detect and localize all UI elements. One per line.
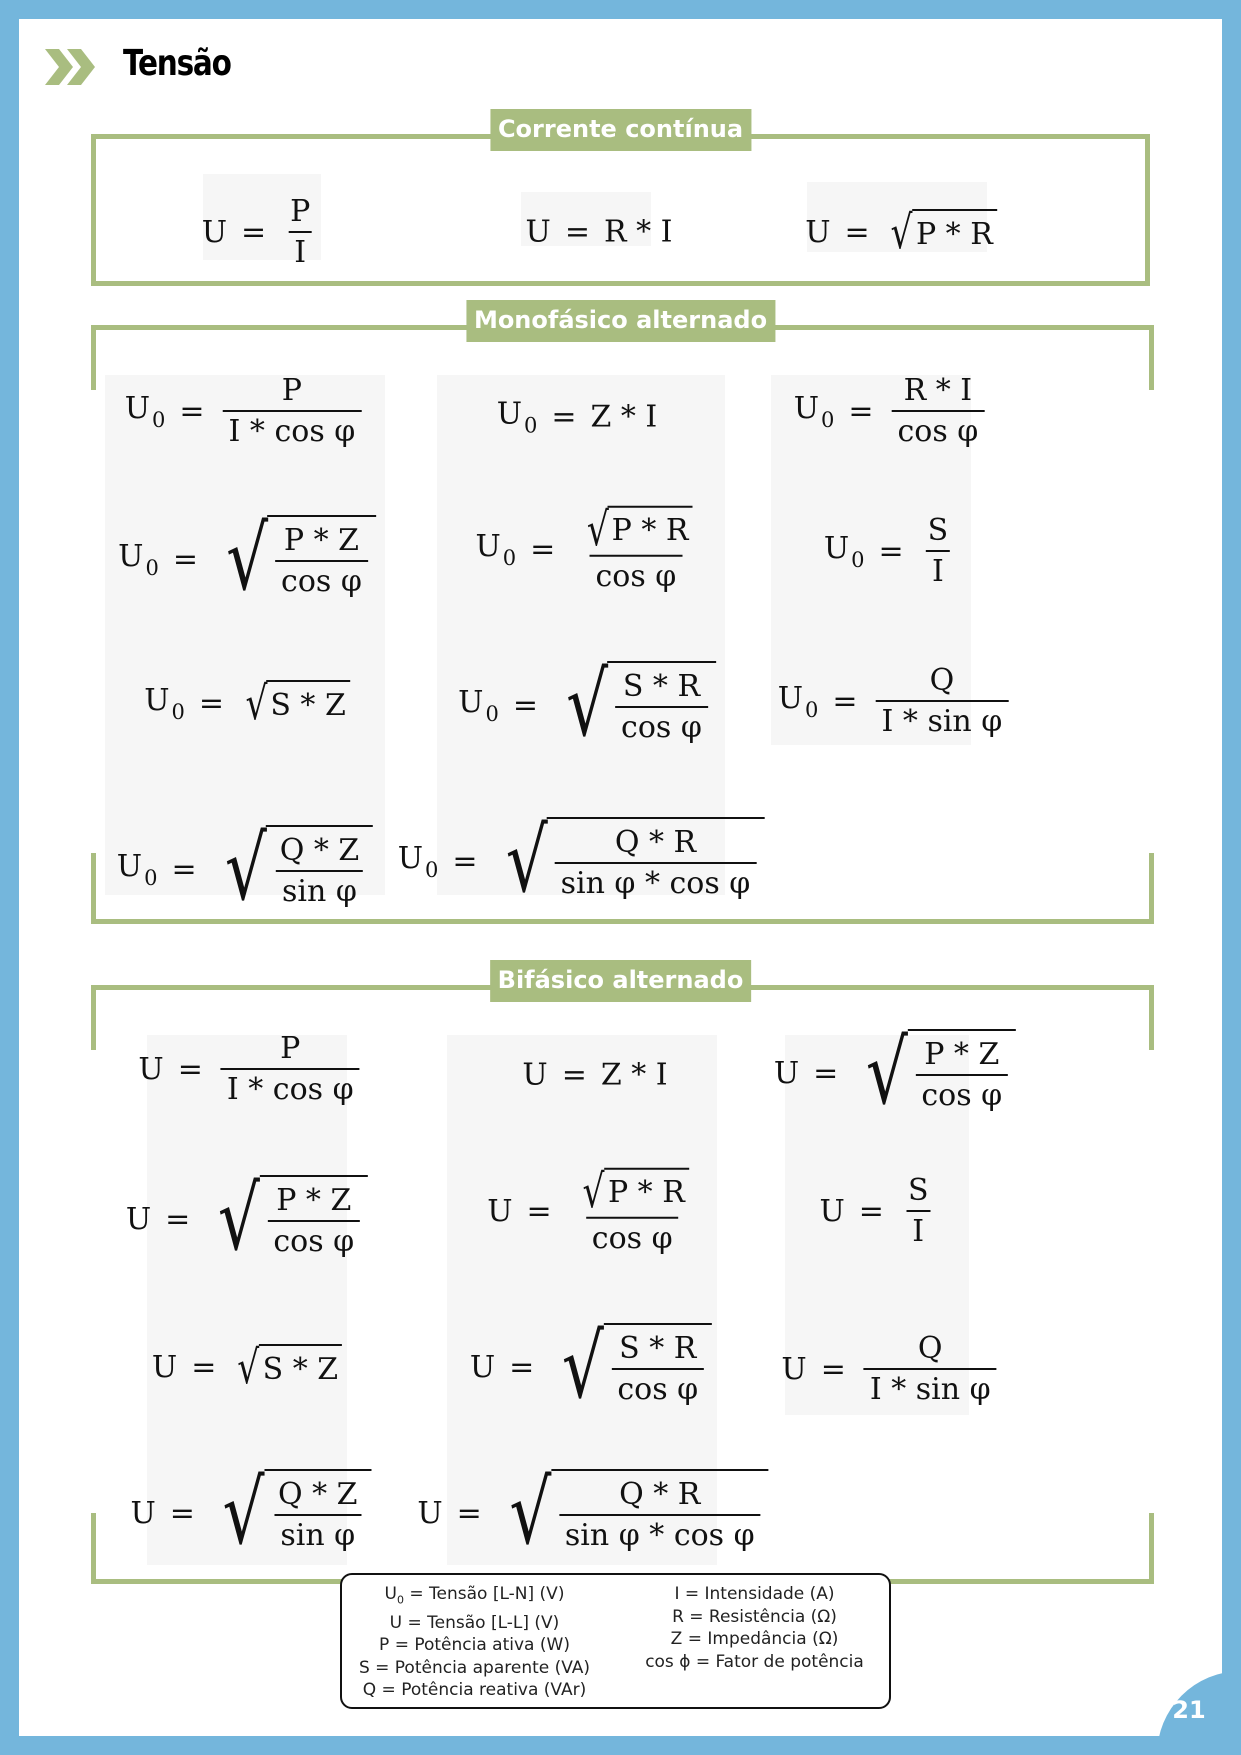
fraction [555, 827, 757, 899]
equals-sign: = [832, 683, 858, 719]
legend-item-r: R = Resistência (Ω) [672, 1606, 837, 1627]
formula-u-sqrt-pz-over-cos [773, 1021, 1016, 1124]
formula-u0-ri-over-cos [794, 375, 989, 447]
fraction [559, 1479, 761, 1551]
fraction [284, 196, 316, 268]
denominator: sin φ [276, 870, 363, 908]
radical-sign: √ [225, 507, 269, 610]
symbol-u: U [773, 1055, 800, 1091]
rhs: Z * I [590, 399, 658, 435]
formula-u0-z-times-i [497, 397, 658, 438]
denominator: cos φ [615, 706, 708, 744]
section-mono [91, 306, 1150, 924]
equals-sign: = [172, 541, 198, 577]
radical-sign: √ [245, 676, 268, 730]
formula-u0-p-over-i-cos [125, 375, 366, 447]
numerator: Q * Z [279, 833, 360, 868]
radical-sign: √ [237, 1340, 260, 1394]
legend-item-u0: $U_0$ = Tensão [L-N] (V) [384, 1584, 565, 1607]
square-root [852, 1021, 1016, 1124]
formula-u-sqrt-qr-over-sin-cos [417, 1461, 768, 1564]
square-root [548, 1315, 712, 1418]
fraction [902, 1175, 935, 1247]
formula-u0-sqrt-pr-over-cos [475, 501, 703, 594]
numerator: P [290, 194, 311, 229]
denominator: sin φ [274, 1514, 361, 1552]
numerator: P * Z [283, 523, 359, 558]
equals-sign: = [177, 1051, 203, 1087]
numerator: P * Z [276, 1183, 352, 1218]
symbol-u0: $U_0$ [116, 848, 158, 890]
denominator: I [906, 1210, 930, 1248]
symbol-u0: $U_0$ [496, 396, 538, 438]
formula-u-s-over-i [820, 1175, 939, 1247]
equals-sign: = [551, 399, 577, 435]
formula-u-sqrt-sr-over-cos [469, 1315, 712, 1418]
numerator: P [280, 1031, 301, 1066]
fraction [615, 671, 708, 743]
equals-sign: = [240, 214, 267, 250]
page-title: Tensão [123, 43, 231, 84]
section-label: Corrente contínua [490, 109, 751, 151]
symbol-u: U [805, 214, 831, 250]
fraction [864, 1333, 997, 1405]
formula-u-sqrt-sz [151, 1340, 342, 1394]
equals-sign: = [858, 1193, 884, 1229]
legend-item-s: S = Potência aparente (VA) [358, 1657, 591, 1678]
formula-u-p-over-i [202, 196, 321, 268]
radical-sign: √ [509, 1461, 552, 1564]
denominator: cos φ [586, 1217, 679, 1255]
equals-sign: = [512, 687, 538, 723]
symbol-u: U [469, 1349, 496, 1385]
legend-item-z: Z = Impedância (Ω) [670, 1629, 839, 1649]
double-chevron-icon [43, 47, 99, 87]
square-root [492, 809, 765, 912]
equals-sign: = [171, 851, 197, 887]
legend-item-q: Q = Potência reativa (VAr) [362, 1680, 587, 1701]
symbol-u: U [781, 1351, 807, 1387]
symbol-u: U [125, 1201, 152, 1237]
symbol-u: U [138, 1051, 164, 1087]
symbol-u: U [525, 214, 551, 250]
radicand: P * R [608, 506, 693, 552]
equals-sign: = [452, 843, 478, 879]
fraction [272, 1479, 364, 1551]
symbol-u0: $U_0$ [397, 840, 439, 882]
square-root [230, 1340, 342, 1394]
denominator: cos φ [892, 410, 985, 448]
fraction [274, 835, 366, 907]
denominator: I * sin φ [864, 1368, 997, 1406]
square-root [211, 817, 374, 920]
fraction [275, 525, 368, 597]
radical-sign: √ [218, 1167, 261, 1270]
equals-sign: = [564, 214, 590, 250]
fraction [221, 1033, 360, 1105]
equals-sign: = [561, 1057, 587, 1093]
fraction [876, 665, 1009, 737]
numerator: Q * Z [278, 1477, 358, 1512]
symbol-u: U [130, 1495, 156, 1531]
square-root [576, 1163, 689, 1218]
formula-u0-s-over-i [824, 515, 958, 587]
formula-u-r-times-i [526, 215, 673, 250]
numerator [573, 501, 698, 556]
fraction [573, 501, 698, 594]
equals-sign: = [165, 1201, 191, 1237]
fraction [892, 375, 985, 447]
denominator: cos φ [589, 555, 682, 593]
numerator: R * I [903, 373, 973, 408]
equals-sign: = [820, 1351, 846, 1387]
denominator: cos φ [267, 1220, 360, 1258]
formula-u0-sqrt-sr-over-cos [458, 653, 716, 756]
symbol-u: U [151, 1349, 178, 1385]
equals-sign: = [526, 1193, 552, 1229]
numerator: S * R [619, 1331, 697, 1366]
fraction [570, 1163, 695, 1256]
formula-u-sqrt-pz-over-cos-b [125, 1167, 368, 1270]
formula-u0-sqrt-qz-over-sin [116, 817, 373, 920]
symbol-u0: $U_0$ [144, 682, 185, 724]
square-root [552, 653, 716, 756]
symbol-u0: $U_0$ [118, 538, 159, 580]
equals-sign: = [191, 1349, 217, 1385]
radical-sign: √ [565, 653, 609, 756]
radical-sign: √ [866, 1021, 909, 1124]
square-root [209, 1461, 372, 1564]
legend-box [340, 1573, 891, 1709]
equals-sign: = [530, 531, 556, 567]
fraction [267, 1185, 360, 1257]
equals-sign: = [169, 1495, 195, 1531]
formula-u0-sqrt-qr-over-sin-cos [397, 809, 765, 912]
symbol-u0: $U_0$ [793, 390, 835, 432]
square-root [204, 1167, 368, 1270]
square-root [579, 501, 692, 556]
formula-u-z-times-i [522, 1058, 667, 1093]
numerator: Q * R [619, 1477, 701, 1512]
formula-u-sqrt-p-times-r [805, 205, 997, 259]
symbol-u: U [487, 1193, 513, 1229]
numerator: Q [917, 1331, 943, 1366]
numerator [570, 1163, 695, 1218]
fraction [611, 1333, 704, 1405]
radical-sign: √ [562, 1315, 605, 1418]
denominator: sin φ * cos φ [555, 862, 757, 900]
symbol-u: U [417, 1495, 443, 1531]
radicand: S * Z [259, 1344, 342, 1390]
radical-sign: √ [582, 1163, 605, 1218]
numerator: P [281, 373, 302, 408]
numerator: S * R [622, 669, 701, 704]
denominator: I [288, 231, 312, 269]
rhs: R * I [603, 214, 673, 250]
equals-sign: = [878, 533, 904, 569]
legend-left-column [352, 1583, 597, 1702]
symbol-u0: $U_0$ [475, 528, 517, 570]
formula-u0-q-over-i-sin [778, 665, 1013, 737]
numerator: P * Z [924, 1037, 1000, 1072]
square-root [212, 507, 376, 610]
radicand: P * R [912, 209, 997, 255]
symbol-u: U [201, 214, 227, 250]
radical-sign: √ [586, 501, 609, 556]
radicand: P * R [604, 1168, 689, 1214]
equals-sign: = [844, 214, 870, 250]
equals-sign: = [813, 1055, 839, 1091]
denominator: I * sin φ [876, 700, 1009, 738]
symbol-u: U [522, 1057, 548, 1093]
formula-u0-sqrt-pz-over-cos [118, 507, 376, 610]
page [19, 19, 1222, 1736]
symbol-u0: $U_0$ [458, 684, 499, 726]
denominator: cos φ [915, 1074, 1008, 1112]
fraction [922, 515, 955, 587]
denominator: cos φ [611, 1368, 704, 1406]
page-number: 21 [1172, 1696, 1206, 1724]
equals-sign: = [179, 393, 205, 429]
numerator: S [927, 513, 949, 548]
numerator: S [907, 1173, 929, 1208]
equals-sign: = [456, 1495, 482, 1531]
symbol-u: U [819, 1193, 845, 1229]
square-root [238, 676, 350, 730]
equals-sign: = [848, 393, 874, 429]
legend-item-cos: cos ϕ = Fator de potência [645, 1651, 864, 1672]
denominator: sin φ * cos φ [559, 1514, 761, 1552]
equals-sign: = [509, 1349, 535, 1385]
equals-sign: = [198, 685, 225, 721]
legend-item-p: P = Potência ativa (W) [379, 1635, 570, 1656]
formula-u-sqrt-qz-over-sin [130, 1461, 371, 1564]
radical-sign: √ [505, 809, 548, 912]
radical-sign: √ [222, 1461, 265, 1564]
formula-u-sqrt-pr-over-cos [487, 1163, 699, 1256]
radicand: S * Z [266, 680, 349, 726]
numerator: Q [929, 663, 955, 698]
fraction [223, 375, 362, 447]
square-root [884, 205, 997, 259]
radical-sign: √ [224, 817, 267, 920]
symbol-u0: $U_0$ [823, 530, 865, 572]
symbol-u0: $U_0$ [777, 680, 819, 722]
legend-right-column [632, 1583, 877, 1673]
formula-u0-sqrt-sz [144, 676, 350, 730]
legend-item-i: I = Intensidade (A) [674, 1584, 835, 1604]
formula-u-p-over-i-cos [138, 1033, 363, 1105]
section-label: Bifásico alternado [490, 960, 752, 1002]
section-dc [91, 115, 1150, 286]
fraction [915, 1039, 1008, 1111]
denominator: I [926, 550, 950, 588]
legend-item-u: U = Tensão [L-L] (V) [389, 1612, 560, 1633]
numerator: Q * R [614, 825, 697, 860]
denominator: I * cos φ [221, 1068, 360, 1106]
square-root [496, 1461, 769, 1564]
formula-u-q-over-i-sin [781, 1333, 1000, 1405]
symbol-u0: $U_0$ [124, 390, 166, 432]
section-bi [91, 966, 1150, 1584]
radical-sign: √ [890, 205, 913, 259]
denominator: cos φ [275, 560, 368, 598]
rhs: Z * I [600, 1057, 668, 1093]
section-label: Monofásico alternado [466, 300, 775, 342]
denominator: I * cos φ [223, 410, 362, 448]
